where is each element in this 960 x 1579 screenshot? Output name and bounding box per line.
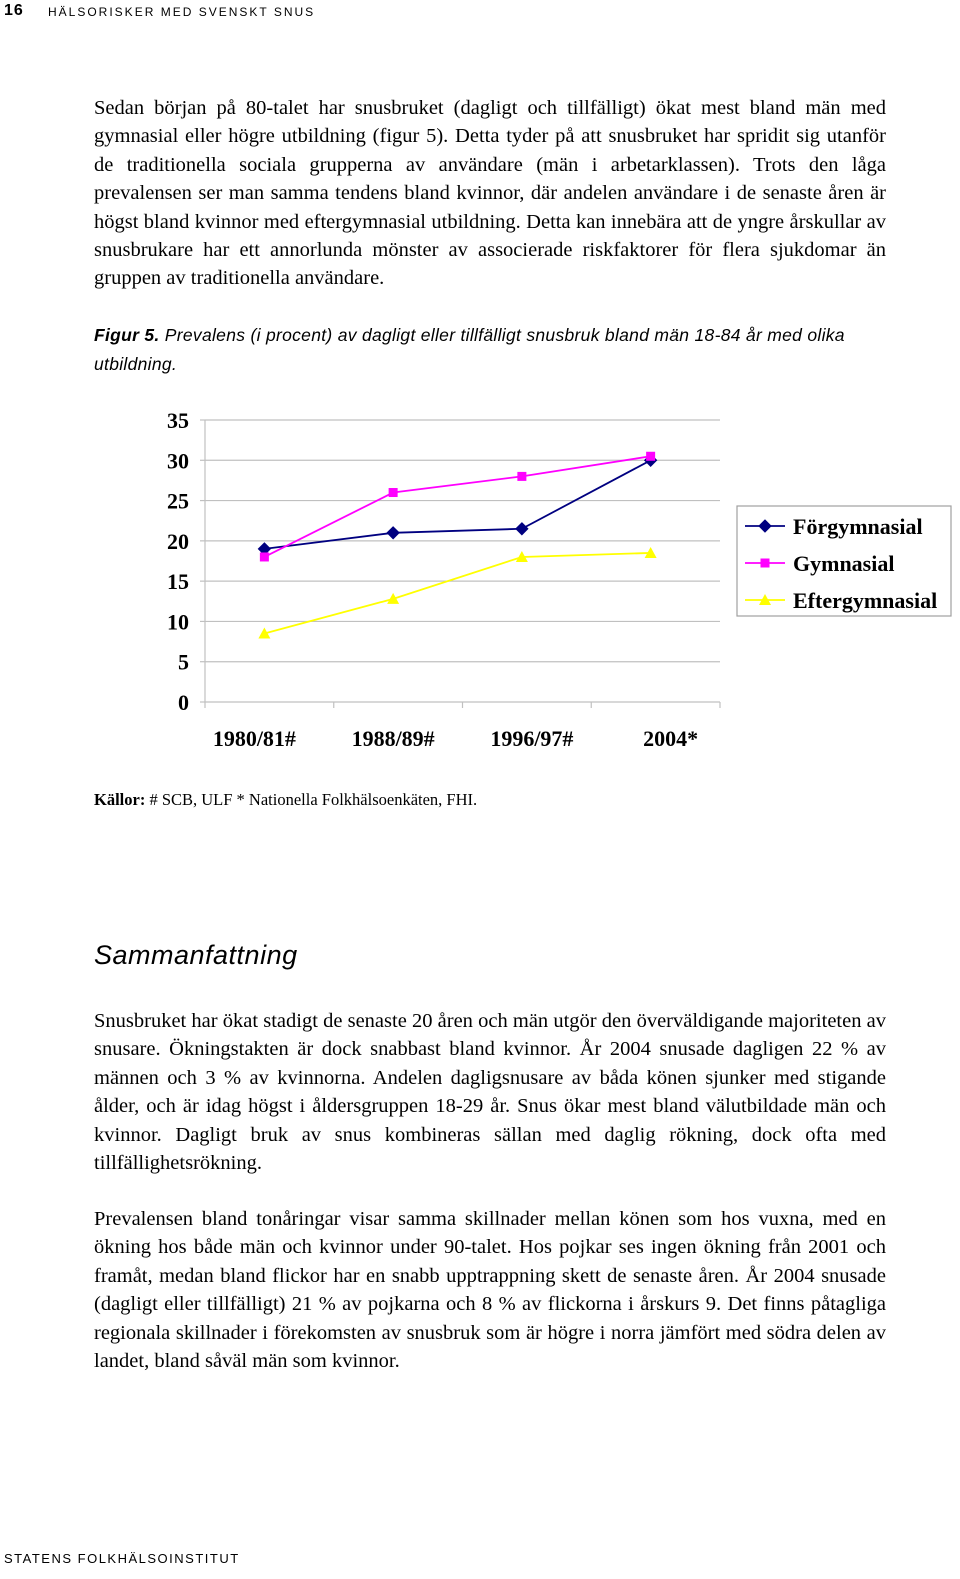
x-tick-labels [213,726,698,751]
chart-series [258,452,656,639]
data-point-1-1 [389,488,398,497]
prevalence-line-chart [0,400,960,780]
x-tick-label-1: 1988/89# [351,726,435,751]
legend-label-0: Förgymnasial [793,514,923,539]
x-tick-label-2: 1996/97# [490,726,574,751]
sources-text: # SCB, ULF * Nationella Folkhälsoenkäten, FHI. [145,790,478,809]
summary-paragraph-1: Snusbruket har ökat stadigt de senaste 20 åren och män utgör den överväldigande majoriteten av snusare. Ökningstakten är dock snabbast bland kvinnor. År 2004 snusade dagligen 22 % av männen och 3 % av kvinnorna. Andelen dagligsnusare av båda könen sjunker med stigande ålder, och är idag högst i åldersgruppen 18-29 år. Snus ökar mest bland välutbildade män och kvinnor. Dagligt bruk av snus kombineras sällan med daglig rökning, dock ofta med tillfällighetsrökning. [94,1010,886,1175]
y-tick-label-1: 5 [178,649,189,675]
data-point-1-0 [260,552,269,561]
y-tick-label-7: 35 [167,408,189,433]
y-tick-label-3: 15 [167,569,189,595]
chart-gridlines [205,420,720,662]
series-line-0 [264,460,650,549]
section-heading: Sammanfattning [94,940,298,970]
series-gymnasial [260,452,655,562]
summary-paragraph-2: Prevalensen bland tonåringar visar samma skillnader mellan könen som hos vuxna, med en ökning hos både män och kvinnor under 90-talet. Hos pojkar ses ingen ökning från 2001 och framåt, medan bland flickor har en snabb upptrappning skett de senaste åren. År 2004 snusade (dagligt eller tillfälligt) 21 % av pojkarna och 8 % av flickorna i årskurs 9. Det finns påtagliga regionala skillnader i förekomsten av snusbruk som är högre i norra jämfört med södra delen av landet, bland såväl män som kvinnor. [94,1208,886,1373]
y-tick-label-2: 10 [167,609,189,635]
legend-label-1: Gymnasial [793,551,895,576]
chart-axes [200,420,720,708]
page-number: 16 [4,2,24,19]
y-tick-label-0: 0 [178,690,189,715]
series-eftergymnasial [258,547,656,639]
y-tick-label-6: 30 [167,448,189,474]
figure-caption-text: Prevalens (i procent) av dagligt eller tillfälligt snusbruk bland män 18-84 år med olika utbildning. [94,325,845,374]
intro-paragraph: Sedan början på 80-talet har snusbruket (dagligt och tillfälligt) ökat mest bland män med gymnasial eller högre utbildning (figur 5). Detta tyder på att snusbruket har spridit sig utanför de traditionella sociala grupperna av användare (män i arbetarklassen). Trots den låga prevalensen ser man samma tendens bland kvinnor, där andelen användare i de senaste åren är högst bland kvinnor med eftergymnasial utbildning. Detta kan innebära att de yngre årskullar av snusbrukare har ett annorlunda mönster av associerade riskfaktorer för flera sjukdomar än gruppen av traditionella användare. [94,97,886,290]
footer-publisher: STATENS FOLKHÄLSOINSTITUT [4,1551,240,1566]
y-tick-label-4: 20 [167,528,189,554]
sources-note [94,790,477,810]
x-tick-label-3: 2004* [643,726,699,751]
chart-legend [737,506,951,616]
data-point-0-2 [516,523,528,535]
figure-label: Figur 5. [94,325,160,345]
running-title: HÄLSORISKER MED SVENSKT SNUS [48,5,316,19]
sources-label: Källor: [94,790,146,809]
data-point-1-3 [646,452,655,461]
legend-marker-1 [761,559,770,568]
figure-caption [94,321,894,379]
legend-label-2: Eftergymnasial [793,588,938,613]
data-point-1-2 [517,472,526,481]
data-point-0-1 [387,527,399,539]
x-tick-label-0: 1980/81# [212,726,296,751]
y-tick-label-5: 25 [167,488,189,514]
y-tick-labels [167,408,189,715]
series-förgymnasial [258,454,656,555]
